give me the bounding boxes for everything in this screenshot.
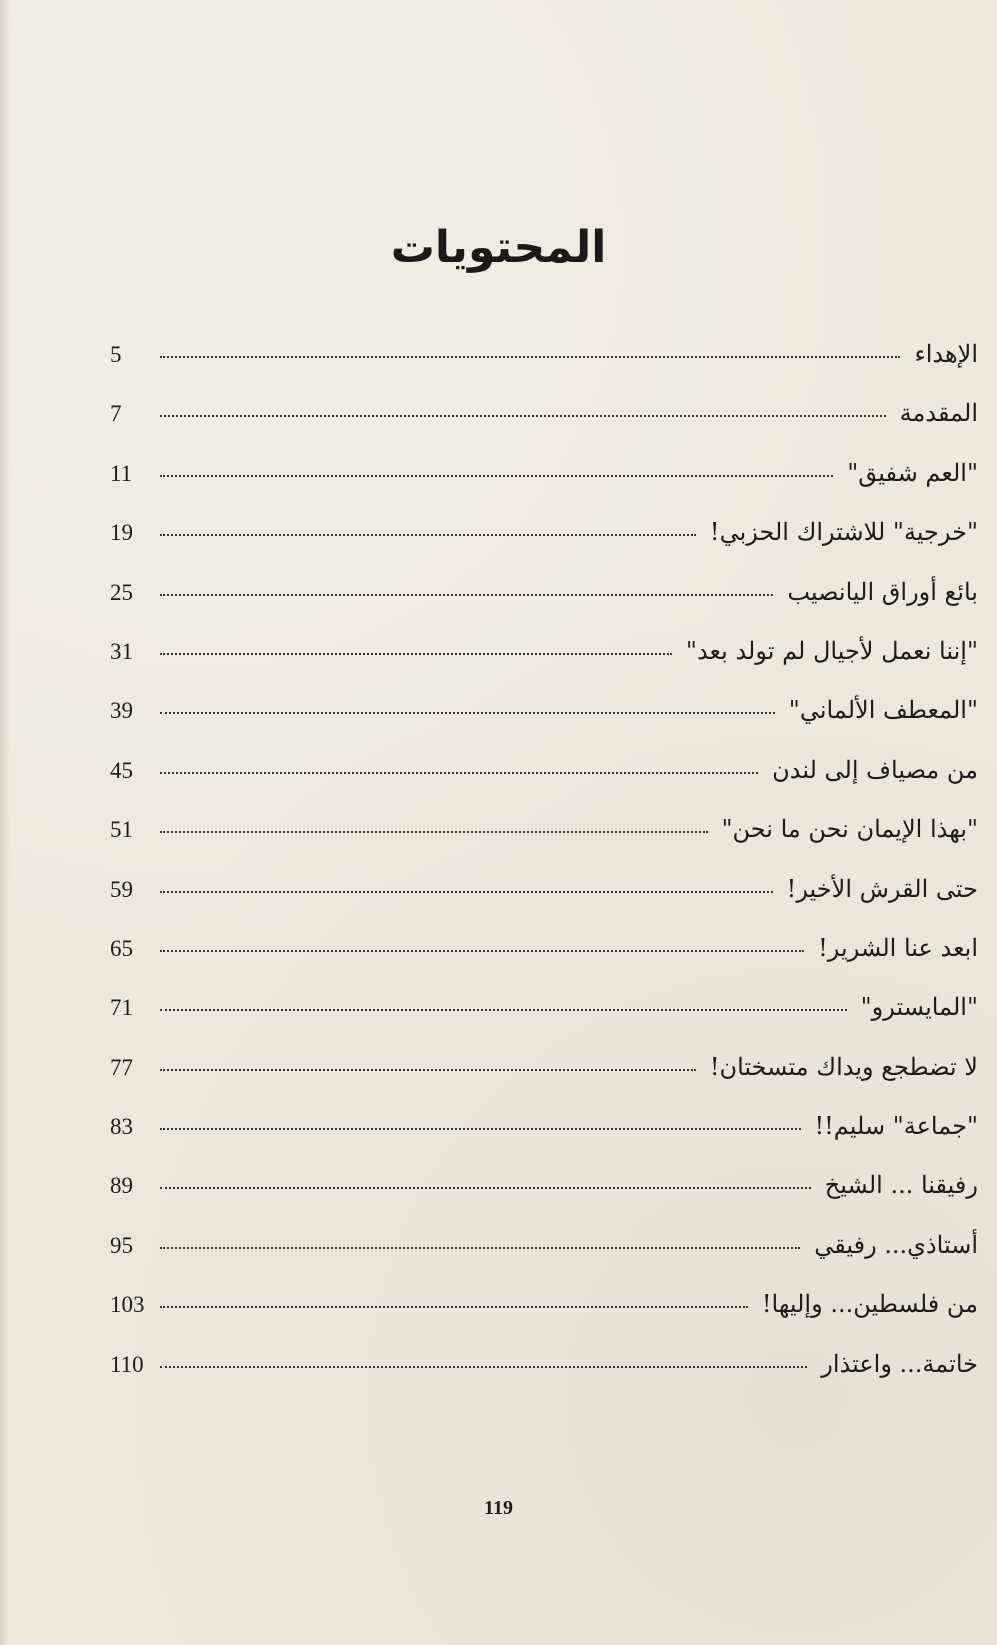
dot-leader	[160, 354, 900, 358]
toc-page-number: 95	[110, 1232, 133, 1258]
toc-row	[110, 1112, 978, 1171]
dot-leader	[160, 473, 833, 477]
toc-page-number: 77	[110, 1054, 133, 1080]
toc-page-number: 59	[110, 876, 133, 902]
toc-row	[110, 1053, 978, 1112]
dot-leader	[160, 710, 775, 714]
toc-row	[110, 1231, 978, 1290]
toc-row	[110, 993, 978, 1052]
toc-page-number: 11	[110, 460, 133, 486]
toc-entry-title: المقدمة	[899, 399, 978, 428]
toc-row	[110, 815, 978, 874]
toc-entry-title: ابعد عنا الشرير!	[818, 933, 978, 962]
dot-leader	[160, 532, 696, 536]
toc-row	[110, 1350, 978, 1409]
toc-page-number: 71	[110, 995, 133, 1021]
dot-leader	[160, 651, 672, 655]
toc-entry-title: "العم شفيق"	[847, 458, 978, 487]
toc-page-number: 5	[110, 342, 122, 367]
dot-leader	[160, 1185, 811, 1189]
toc-entry-title: الإهداء	[914, 340, 978, 368]
toc-row	[110, 875, 978, 934]
dot-leader	[160, 829, 708, 833]
dot-leader	[160, 1364, 807, 1368]
dot-leader	[160, 1245, 800, 1249]
dot-leader	[160, 1007, 847, 1011]
table-of-contents	[110, 340, 978, 1409]
page-number: 119	[484, 1497, 513, 1519]
toc-row	[110, 637, 978, 696]
toc-page-number: 103	[110, 1292, 145, 1318]
dot-leader	[160, 1067, 696, 1071]
toc-entry-title: من فلسطين... وإليها!	[761, 1290, 978, 1319]
toc-entry-title: "جماعة" سليم!!	[814, 1112, 978, 1141]
toc-row	[110, 340, 978, 399]
dot-leader	[160, 413, 886, 417]
toc-page-number: 51	[110, 817, 133, 843]
toc-entry-title: "خرجية" للاشتراك الحزبي!	[709, 518, 978, 547]
toc-entry-title: بائع أوراق اليانصيب	[787, 577, 978, 606]
toc-entry-title: حتى القرش الأخير!	[786, 874, 978, 903]
toc-entry-title: أستاذي... رفيقي	[814, 1230, 978, 1259]
toc-entry-title: "بهذا الإيمان نحن ما نحن"	[721, 815, 978, 844]
toc-entry-title: "إننا نعمل لأجيال لم تولد بعد"	[685, 636, 978, 665]
toc-row	[110, 756, 978, 815]
toc-row	[110, 934, 978, 993]
toc-page-number: 45	[110, 757, 133, 783]
toc-page-number: 89	[110, 1173, 133, 1199]
dot-leader	[160, 592, 773, 596]
toc-entry-title: "المايسترو"	[860, 993, 978, 1022]
toc-row	[110, 518, 978, 577]
dot-leader	[160, 1304, 748, 1308]
dot-leader	[160, 770, 758, 774]
toc-page-number: 83	[110, 1114, 133, 1140]
toc-page-number: 110	[110, 1351, 144, 1377]
toc-entry-title: رفيقنا ... الشيخ	[824, 1171, 978, 1200]
dot-leader	[160, 1126, 801, 1130]
toc-page-number: 25	[110, 579, 133, 605]
toc-row	[110, 578, 978, 637]
toc-page-number: 31	[110, 638, 133, 664]
toc-page-number: 19	[110, 520, 133, 546]
toc-row	[110, 696, 978, 755]
toc-page-number: 39	[110, 698, 133, 724]
page-title: المحتويات	[390, 222, 607, 273]
toc-row	[110, 1290, 978, 1349]
toc-entry-title: من مصياف إلى لندن	[772, 755, 978, 784]
dot-leader	[160, 948, 804, 952]
toc-page-number: 65	[110, 935, 133, 961]
toc-page-number: 7	[110, 401, 122, 427]
toc-entry-title: "المعطف الألماني"	[788, 696, 978, 725]
dot-leader	[160, 889, 773, 893]
toc-entry-title: خاتمة... واعتذار	[821, 1349, 978, 1378]
toc-row	[110, 399, 978, 458]
toc-row	[110, 1171, 978, 1230]
toc-entry-title: لا تضطجع ويداك متسختان!	[709, 1052, 978, 1081]
toc-row	[110, 459, 978, 518]
